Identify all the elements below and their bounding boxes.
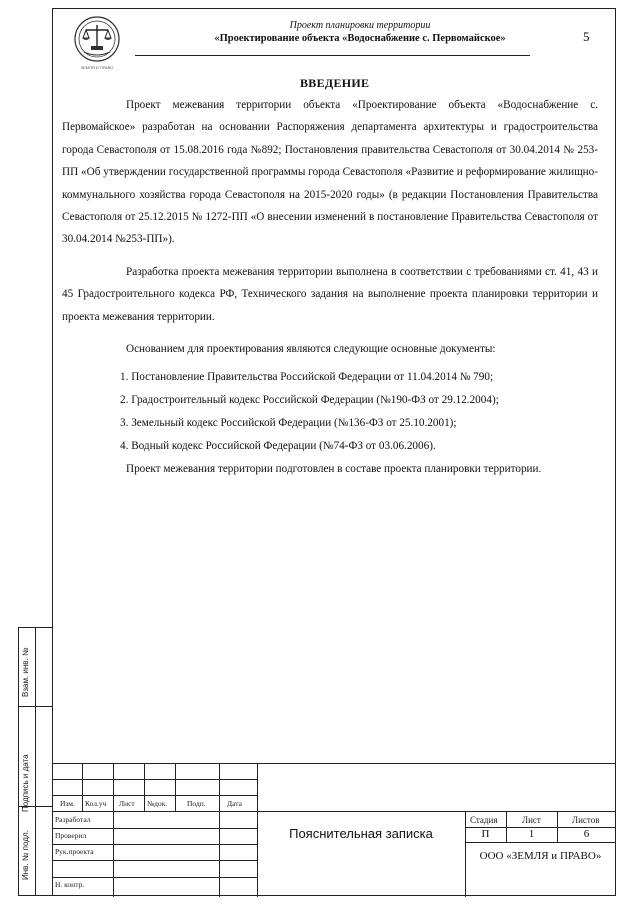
col-izm: Изм. [60,799,75,808]
role-checked: Проверил [55,831,87,840]
sheets-value: 6 [583,828,590,840]
side-label-inv-original: Инв. № подл. [21,830,30,880]
closing-paragraph: Проект межевания территории подготовлен в составе проекта планировки территории. [126,463,542,476]
header-title: «Проектирование объекта «Водоснабжение с. Первомайское» [214,33,506,44]
col-ndok: №док. [147,799,168,808]
role-norm-control: Н. контр. [55,880,85,889]
sheet-value: 1 [528,828,535,840]
col-kol-uch: Кол.уч [85,799,107,808]
svg-text:ЗЕМЛЯ И ПРАВО: ЗЕМЛЯ И ПРАВО [80,65,114,70]
list-item: 1. Постановление Правительства Российской Федерации от 11.04.2014 № 790; [120,371,494,384]
col-podp: Подп. [187,799,206,808]
stage-label: Стадия [470,815,498,825]
role-developed: Разработал [55,815,91,824]
side-label-inv-replace: Взам. инв. № [21,647,30,697]
header-subtitle: Проект планировки территории [289,20,431,31]
paragraph-2: Разработка проекта межевания территории выполнена в соответствии с требованиями ст. 41, 43 и 45 Градостроительного кодекса РФ, Технического задания на выполнение проекта планировки территории и проекта межевания территории. [62,265,598,323]
paragraph-3: Основанием для проектирования являются следующие основные документы: [126,343,496,356]
company-logo [72,14,122,72]
organization-name: ООО «ЗЕМЛЯ и ПРАВО» [479,850,602,862]
title-block [52,763,616,896]
col-list: Лист [119,799,135,808]
document-body [62,94,598,481]
paragraph-1: Проект межевания территории объекта «Проектирование объекта «Водоснабжение с. Первомайское» разработан на основании Распоряжения департамента архитектуры и градостроительства города Севастополя от 15.08.2016 года №892; Постановления правительства Севастополя от 30.04.2014 № 253-ПП «Об утверждении государственной программы города Севастополя «Развитие и реформирование жилищно-коммунального хозяйства города Севастополя на 2015-2020 годы» (в редакции Постановления Правительства Севастополя от 25.12.2015 № 1272-ПП «О внесении изменений в постановление Правительства Севастополя от 30.04.2014 №253-ПП»). [62,99,598,246]
sheets-label: Листов [572,815,600,825]
side-label-signature-date: Подпись и дата [21,754,30,812]
stage-value: П [481,828,490,840]
document-name: Пояснительная записка [289,826,433,841]
section-heading: ВВЕДЕНИЕ [300,76,370,90]
page-number: 5 [583,29,590,44]
list-item: 3. Земельный кодекс Российской Федерации (№136-ФЗ от 25.10.2001); [120,417,457,430]
header-rule [135,55,530,56]
list-item: 2. Градостроительный кодекс Российской Федерации (№190-ФЗ от 29.12.2004); [120,394,499,407]
documents-list [62,366,598,458]
sheet-label: Лист [522,815,541,825]
role-project-head: Рук.проекта [55,847,94,856]
col-data: Дата [227,799,242,808]
list-item: 4. Водный кодекс Российской Федерации (№74-ФЗ от 03.06.2006). [120,440,436,453]
